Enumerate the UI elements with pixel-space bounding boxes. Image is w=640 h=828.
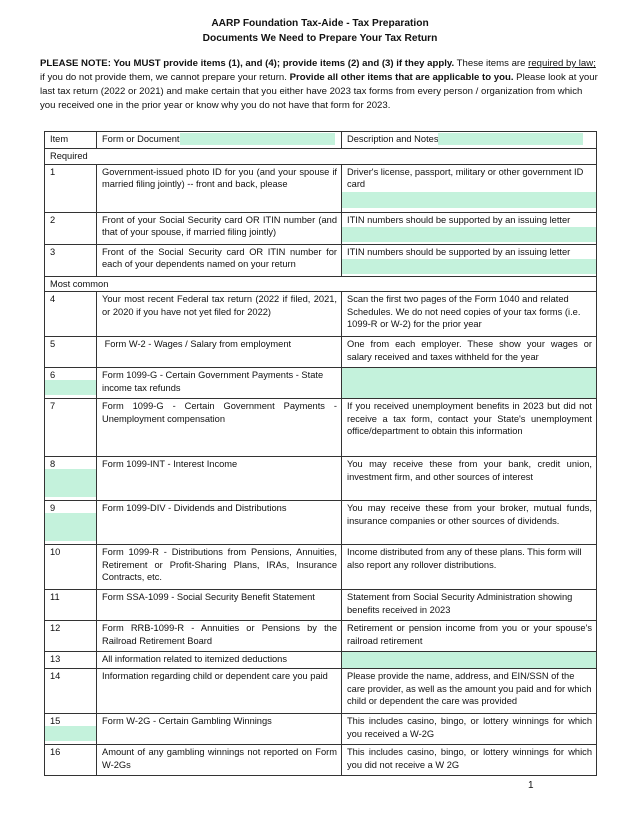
row-form: Form W-2 - Wages / Salary from employment <box>97 337 342 368</box>
table-row <box>45 368 597 399</box>
item-highlight <box>45 513 96 541</box>
row-item: 7 <box>45 399 97 457</box>
section-label-common: Most common <box>45 276 597 292</box>
documents-table <box>44 131 597 776</box>
header-item: Item <box>45 132 97 149</box>
row-form: Front of your Social Security card OR ITIN number (and that of your spouse, if married filing jointly) <box>97 212 342 244</box>
row-desc: Please provide the name, address, and EIN/SSN of the care provider, as well as the amount you paid and for which child or dependent the care was provided <box>342 669 597 714</box>
table-row <box>45 590 597 621</box>
table-row <box>45 399 597 457</box>
intro-provide-note: Provide all other items that are applicable to you. <box>289 72 514 83</box>
row-item: 1 <box>45 164 97 212</box>
row-item: 8 <box>45 457 97 501</box>
row-item: 14 <box>45 669 97 714</box>
row-item: 12 <box>45 621 97 652</box>
section-row-common <box>45 276 597 292</box>
row-item: 10 <box>45 545 97 590</box>
row-desc: You may receive these from your bank, credit union, investment firm, and other sources of interest <box>342 457 597 501</box>
intro-text-3: Please look at your last tax return (2022 or 2021) and make certain that you either have 2023 tax forms from every person / organization from which you received one in the prior year or know why you do not have that form for 2023. <box>40 72 598 111</box>
row-form: Amount of any gambling winnings not reported on Form W-2Gs <box>97 745 342 776</box>
intro-required-note: PLEASE NOTE: You MUST provide items (1), and (4); provide items (2) and (3) if they apply. <box>40 58 455 69</box>
row-desc: ITIN numbers should be supported by an issuing letter <box>342 212 597 244</box>
row-desc: ITIN numbers should be supported by an issuing letter <box>342 244 597 276</box>
section-row-required <box>45 149 597 165</box>
row-form: Information regarding child or dependent care you paid <box>97 669 342 714</box>
row-desc: Income distributed from any of these plans. This form will also report any rollover distributions. <box>342 545 597 590</box>
desc-header-highlight <box>438 133 583 145</box>
row-desc <box>342 652 597 669</box>
header-description: Description and Notes <box>342 132 597 149</box>
row-form: Form 1099-DIV - Dividends and Distributions <box>97 501 342 545</box>
row-desc <box>342 368 597 399</box>
row-form: Form 1099-G - Certain Government Payments - Unemployment compensation <box>97 399 342 457</box>
row-item: 2 <box>45 212 97 244</box>
row-desc: One from each employer. These show your wages or salary received and taxes withheld for the year <box>342 337 597 368</box>
row-form: Form RRB-1099-R - Annuities or Pensions by the Railroad Retirement Board <box>97 621 342 652</box>
table-row <box>45 669 597 714</box>
row-desc: Retirement or pension income from you or your spouse's railroad retirement <box>342 621 597 652</box>
row-form: Form 1099-INT - Interest Income <box>97 457 342 501</box>
row-desc: If you received unemployment benefits in 2023 but did not receive a tax form, contact your State's unemployment office/department to obtain this information <box>342 399 597 457</box>
row-desc: Scan the first two pages of the Form 1040 and related Schedules. We do not need copies of your tax forms (i.e. 1099-R or W-2) for the prior year <box>342 292 597 337</box>
item-highlight <box>45 380 96 395</box>
row-form: Form 1099-G - Certain Government Payments - State income tax refunds <box>97 368 342 399</box>
desc-highlight <box>342 259 596 274</box>
table-row <box>45 212 597 244</box>
form-header-highlight <box>180 133 335 145</box>
row-form: Government-issued photo ID for you (and your spouse if married filing jointly) -- front and back, please <box>97 164 342 212</box>
table-row <box>45 457 597 501</box>
table-row <box>45 501 597 545</box>
document-subtitle: Documents We Need to Prepare Your Tax Return <box>202 33 438 44</box>
row-item: 6 <box>45 368 97 399</box>
page-number: 1 <box>528 780 534 791</box>
row-desc: Statement from Social Security Administration showing benefits received in 2023 <box>342 590 597 621</box>
row-item: 15 <box>45 714 97 745</box>
row-item: 9 <box>45 501 97 545</box>
item-highlight <box>45 726 96 741</box>
header-form: Form or Document <box>97 132 342 149</box>
row-desc: Driver's license, passport, military or other government ID card <box>342 164 597 212</box>
document-title: AARP Foundation Tax-Aide - Tax Preparation <box>211 18 429 29</box>
section-label-required: Required <box>45 149 597 165</box>
table-row <box>45 337 597 368</box>
desc-highlight <box>342 192 596 208</box>
table-header-row <box>45 132 597 149</box>
table-row <box>45 652 597 669</box>
row-desc: You may receive these from your broker, mutual funds, insurance companies or other sources of dividends. <box>342 501 597 545</box>
row-item: 11 <box>45 590 97 621</box>
intro-paragraph <box>40 57 600 113</box>
row-desc: This includes casino, bingo, or lottery winnings for which you did not receive a W 2G <box>342 745 597 776</box>
intro-text-1: These items are <box>454 58 529 69</box>
row-form: Front of the Social Security card OR ITIN number for each of your dependents named on your return <box>97 244 342 276</box>
row-item: 4 <box>45 292 97 337</box>
table-row <box>45 164 597 212</box>
row-form: All information related to itemized deductions <box>97 652 342 669</box>
row-form: Form W-2G - Certain Gambling Winnings <box>97 714 342 745</box>
row-item: 3 <box>45 244 97 276</box>
row-item: 13 <box>45 652 97 669</box>
row-form: Your most recent Federal tax return (2022 if filed, 2021, or 2020 if you have not yet filed for 2022) <box>97 292 342 337</box>
table-row <box>45 621 597 652</box>
table-row <box>45 745 597 776</box>
row-form: Form 1099-R - Distributions from Pensions, Annuities, Retirement or Profit-Sharing Plans, IRAs, Insurance Contracts, etc. <box>97 545 342 590</box>
desc-highlight <box>342 227 596 242</box>
table-row <box>45 244 597 276</box>
table-row <box>45 545 597 590</box>
table-row <box>45 292 597 337</box>
row-desc: This includes casino, bingo, or lottery winnings for which you received a W-2G <box>342 714 597 745</box>
row-form: Form SSA-1099 - Social Security Benefit Statement <box>97 590 342 621</box>
row-item: 5 <box>45 337 97 368</box>
intro-text-2: if you do not provide them, we cannot prepare your return. <box>40 72 290 83</box>
table-row <box>45 714 597 745</box>
item-highlight <box>45 469 96 497</box>
intro-required-by-law: required by law; <box>528 58 596 69</box>
row-item: 16 <box>45 745 97 776</box>
